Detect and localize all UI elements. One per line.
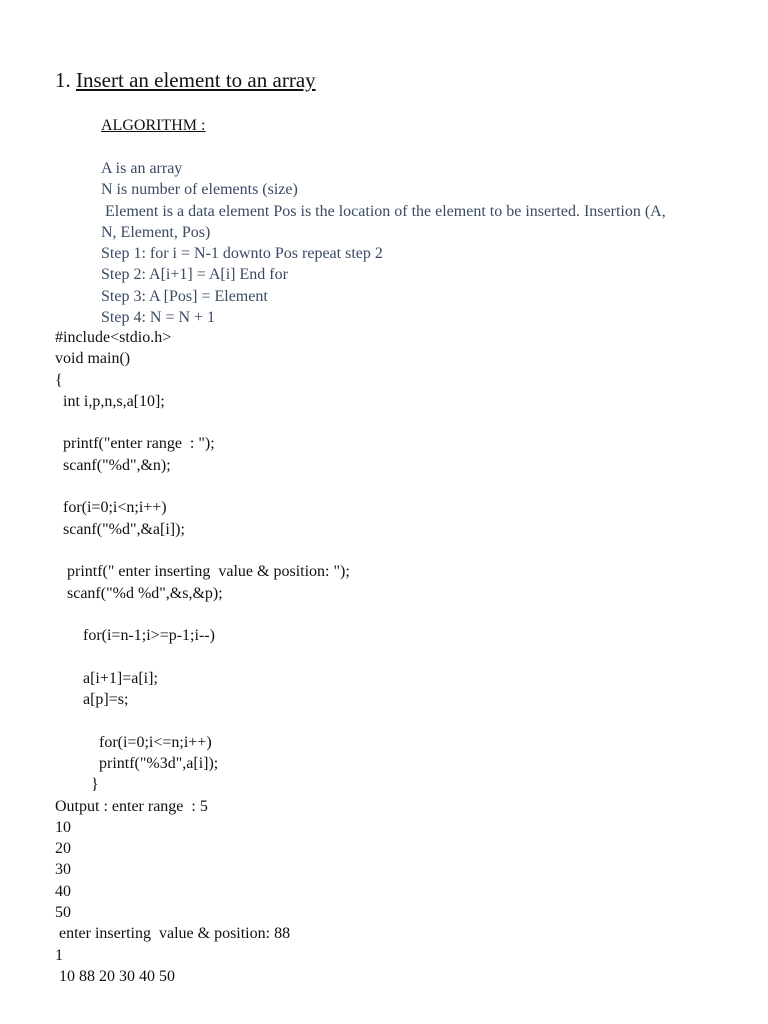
code-line: a[p]=s; <box>55 691 129 709</box>
code-line: #include<stdio.h> <box>55 329 172 346</box>
code-line: 30 <box>55 861 71 879</box>
code-line <box>55 412 755 433</box>
code-line: 1 <box>55 946 63 964</box>
heading-title: Insert an element to an array <box>76 68 316 92</box>
algorithm-line: Element is a data element Pos is the location of the element to be inserted. Insertion (A, <box>101 202 666 220</box>
code-line: Output : enter range : 5 <box>55 797 208 815</box>
code-line: 50 <box>55 904 71 922</box>
code-line <box>55 604 755 625</box>
code-line: for(i=n-1;i>=p-1;i--) <box>55 627 215 645</box>
code-line: scanf("%d %d",&s,&p); <box>55 584 223 602</box>
section-heading <box>55 68 316 93</box>
algorithm-line: Step 1: for i = N-1 downto Pos repeat step 2 <box>101 245 383 263</box>
code-line: 40 <box>55 882 71 900</box>
algorithm-line: N, Element, Pos) <box>101 223 211 241</box>
code-line: printf("enter range : "); <box>55 435 215 453</box>
heading-number: 1. <box>55 68 76 92</box>
algorithm-line: N is number of elements (size) <box>101 181 298 199</box>
code-line <box>55 646 755 667</box>
code-listing <box>55 327 755 987</box>
code-line <box>55 540 755 561</box>
code-line: } <box>55 776 99 794</box>
code-line <box>55 476 755 497</box>
code-line: 10 88 20 30 40 50 <box>55 967 175 985</box>
code-line: 20 <box>55 840 71 858</box>
algorithm-label: ALGORITHM : <box>101 117 206 134</box>
code-line: void main() <box>55 350 131 368</box>
code-line <box>55 710 755 731</box>
algorithm-steps <box>101 158 751 328</box>
code-line: for(i=0;i<n;i++) <box>55 499 167 517</box>
algorithm-line: Step 2: A[i+1] = A[i] End for <box>101 266 288 284</box>
algorithm-line: Step 4: N = N + 1 <box>101 309 216 327</box>
code-line: printf(" enter inserting value & position: "); <box>55 563 350 581</box>
code-line: scanf("%d",&n); <box>55 456 171 474</box>
code-line: { <box>55 371 63 389</box>
code-line: printf("%3d",a[i]); <box>55 754 219 772</box>
code-line: int i,p,n,s,a[10]; <box>55 392 165 410</box>
algorithm-line: A is an array <box>101 160 183 177</box>
code-line: 10 <box>55 818 71 836</box>
algorithm-line: Step 3: A [Pos] = Element <box>101 287 268 305</box>
code-line: scanf("%d",&a[i]); <box>55 520 185 538</box>
code-line: enter inserting value & position: 88 <box>55 925 291 943</box>
code-line: a[i+1]=a[i]; <box>55 669 158 687</box>
code-line: for(i=0;i<=n;i++) <box>55 733 212 751</box>
